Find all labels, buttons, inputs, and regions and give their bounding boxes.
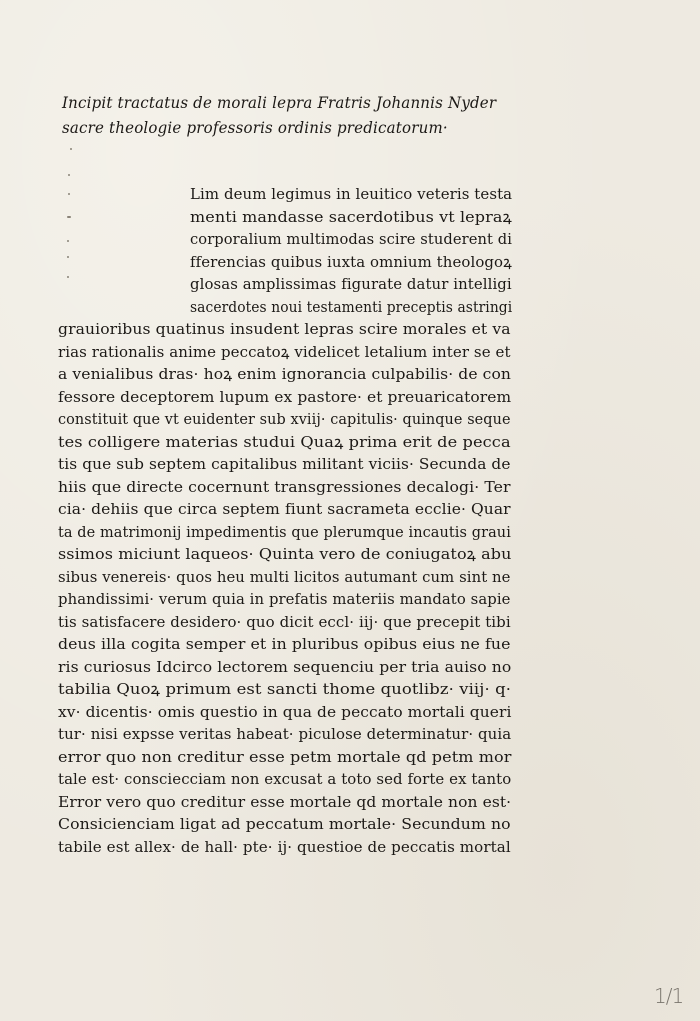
- text-line: tur· nisi expsse veritas habeat· piculose determinatur· quia: [58, 725, 512, 743]
- text-line: a venialibus dras· hoꝝ enim ignorancia culpabilis· de con: [58, 365, 512, 383]
- folio-number: 1/1: [654, 984, 684, 1008]
- text-line: tis satisfacere desidero· quo dicit eccl· iij· que precepit tibi: [58, 613, 511, 631]
- text-line: menti mandasse sacerdotibus vt lepraꝝ: [190, 208, 512, 226]
- text-line: Error vero quo creditur esse mortale qd mortale non est·: [58, 793, 512, 811]
- text-line: corporalium multimodas scire studerent di: [190, 230, 513, 248]
- text-line: phandissimi· verum quia in prefatis materiis mandato sapie: [58, 590, 511, 608]
- text-line: rias rationalis anime peccatoꝝ videlicet letalium inter se et: [58, 343, 511, 361]
- text-line: tabilia Quoꝝ primum est sancti thome quotlibz· viij· q·: [58, 680, 512, 698]
- text-line: grauioribus quatinus insudent lepras scire morales et va: [58, 320, 511, 338]
- incipit-line-2: sacre theologie professoris ordinis predicatorum·: [62, 119, 448, 137]
- text-line: fessore deceptorem lupum ex pastore· et preuaricatorem: [58, 388, 512, 406]
- text-line: cia· dehiis que circa septem fiunt sacrameta ecclie· Quar: [58, 500, 511, 518]
- text-line: tale est· consciecciam non excusat a toto sed forte ex tanto: [58, 770, 512, 788]
- text-line: tabile est allex· de hall· pte· ij· questioe de peccatis mortal: [58, 838, 511, 856]
- text-line: ris curiosus Idcirco lectorem sequenciu per tria auiso no: [58, 658, 512, 676]
- text-line: sacerdotes noui testamenti preceptis astringi: [190, 298, 513, 316]
- text-line: error quo non creditur esse petm mortale qd petm mor: [58, 748, 512, 766]
- incipit-heading: [62, 91, 532, 141]
- text-line: deus illa cogita semper et in pluribus opibus eius ne fue: [58, 635, 511, 653]
- incipit-line-1: Incipit tractatus de morali lepra Fratris Johannis Nyder: [62, 94, 497, 112]
- text-line: Consicienciam ligat ad peccatum mortale· Secundum no: [58, 815, 511, 833]
- initial-capital-space: [62, 178, 182, 328]
- text-line: tes colligere materias studui Quaꝝ prima erit de pecca: [58, 433, 511, 451]
- text-line: Lim deum legimus in leuitico veteris testa: [190, 185, 513, 203]
- text-line: sibus venereis· quos heu multi licitos autumant cum sint ne: [58, 568, 511, 586]
- text-line: constituit que vt euidenter sub xviij· capitulis· quinque seque: [58, 410, 511, 428]
- text-line: glosas amplissimas figurate datur intelligi: [190, 275, 512, 293]
- text-line: ta de matrimonij impedimentis que plerumque incautis graui: [58, 523, 511, 541]
- text-line: fferencias quibus iuxta omnium theologoꝝ: [190, 253, 512, 271]
- text-line: tis que sub septem capitalibus militant viciis· Secunda de: [58, 455, 511, 473]
- text-line: hiis que directe cocernunt transgressiones decalogi· Ter: [58, 478, 511, 496]
- text-line: xv· dicentis· omis questio in qua de peccato mortali queri: [58, 703, 512, 721]
- text-line: ssimos miciunt laqueos· Quinta vero de coniugatoꝝ abu: [58, 545, 512, 563]
